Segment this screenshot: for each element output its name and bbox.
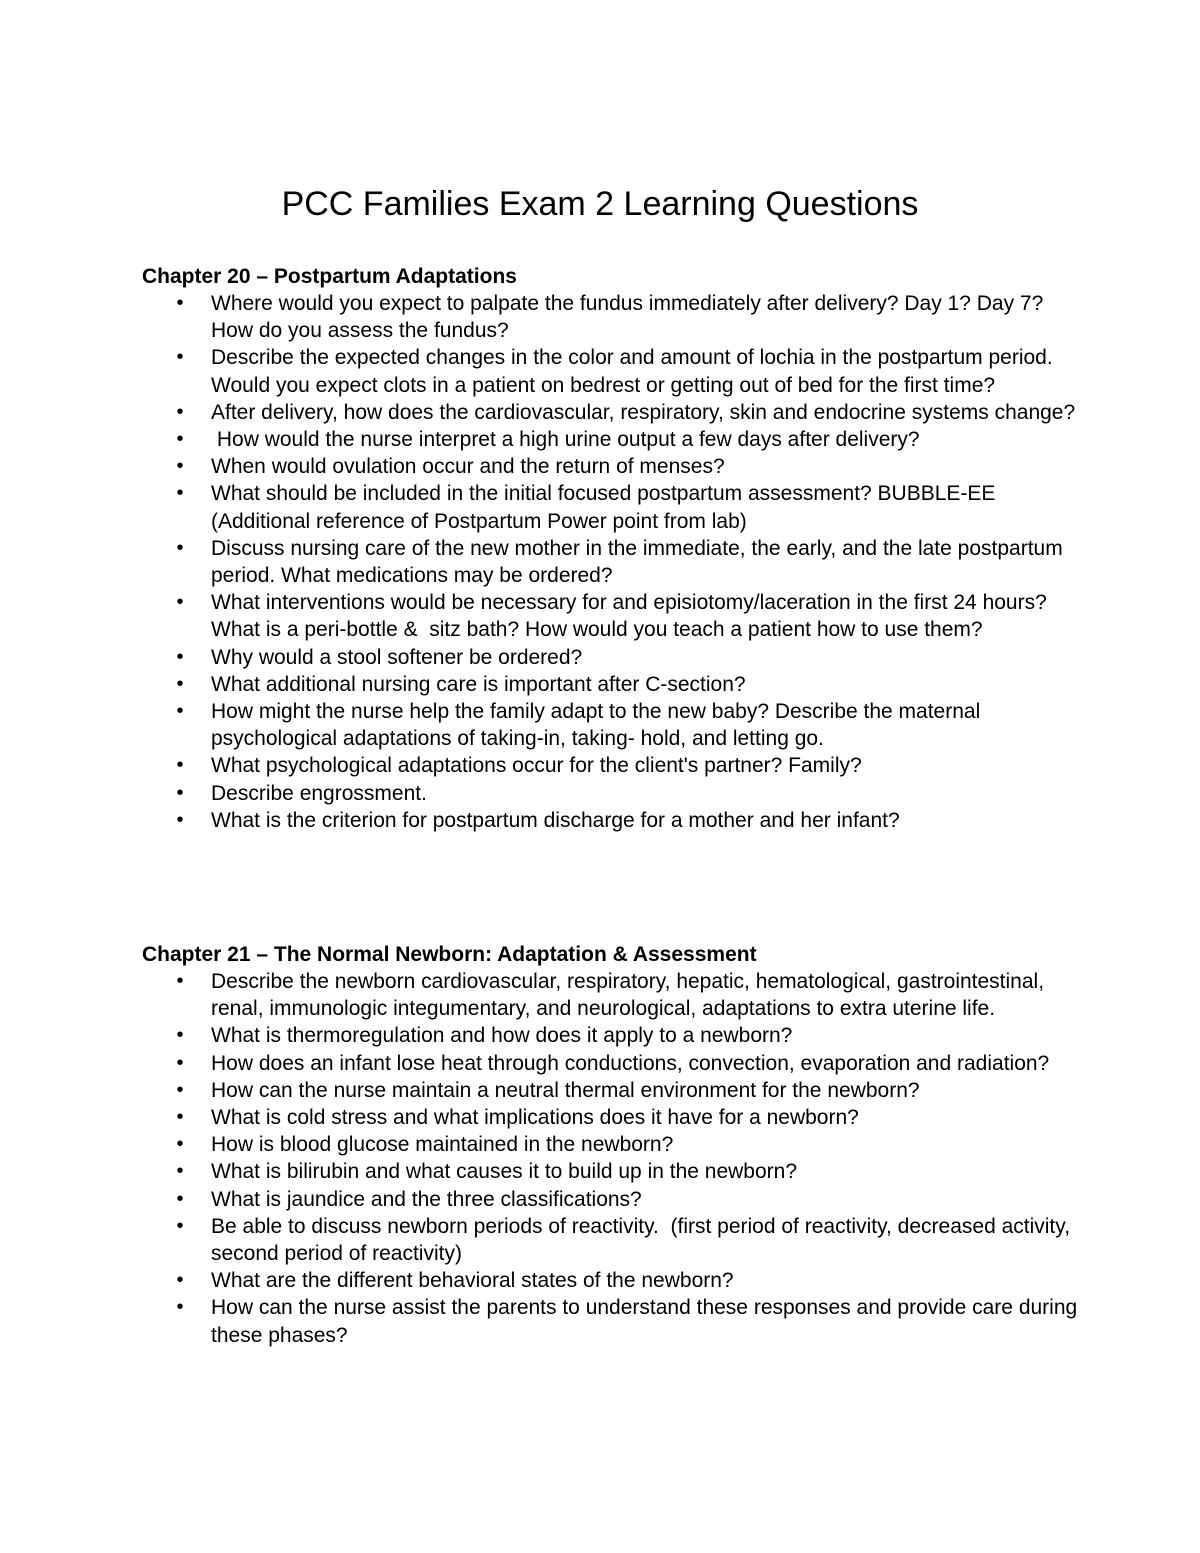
bullet-icon: • xyxy=(176,292,184,314)
bullet-icon: • xyxy=(176,1296,184,1319)
bullet-icon: • xyxy=(176,1214,184,1237)
bullet-icon: • xyxy=(176,1051,184,1074)
bullet-icon: • xyxy=(176,700,184,723)
bullet-icon: • xyxy=(176,455,184,478)
bullet-icon: • xyxy=(176,672,184,695)
question-text: What is jaundice and the three classifications? xyxy=(211,1187,642,1211)
list-item xyxy=(142,1077,1082,1104)
bullet-icon: • xyxy=(176,645,184,668)
question-text: What is thermoregulation and how does it apply to a newborn? xyxy=(211,1024,793,1048)
question-text: Where would you expect to palpate the fundus immediately after delivery? Day 1? Day 7? How do you assess the fundus? xyxy=(211,292,1055,343)
list-item xyxy=(142,1104,1082,1131)
list-item xyxy=(142,1267,1082,1294)
question-text: What are the different behavioral states of the newborn? xyxy=(211,1269,734,1293)
page-title: PCC Families Exam 2 Learning Questions xyxy=(281,185,919,223)
list-item xyxy=(142,1158,1082,1185)
list-item xyxy=(142,1131,1082,1158)
bullet-icon: • xyxy=(176,1160,184,1183)
bullet-icon: • xyxy=(176,1024,184,1047)
list-item xyxy=(142,968,1082,1022)
bullet-icon: • xyxy=(176,1106,184,1129)
question-text: How might the nurse help the family adapt to the new baby? Describe the maternal psychological adaptations of taking-in, taking- hold, and letting go. xyxy=(211,700,987,751)
bullet-icon: • xyxy=(176,970,184,992)
list-item xyxy=(142,290,1082,344)
question-text: What is the criterion for postpartum discharge for a mother and her infant? xyxy=(211,808,900,832)
list-item xyxy=(142,644,1082,671)
section-heading: Chapter 21 – The Normal Newborn: Adaptation & Assessment xyxy=(142,943,757,966)
question-text: How can the nurse assist the parents to understand these responses and provide care during these phases? xyxy=(211,1296,1084,1347)
bullet-icon: • xyxy=(176,781,184,804)
list-item xyxy=(142,1294,1082,1348)
question-text: Describe engrossment. xyxy=(211,781,427,805)
list-item xyxy=(142,399,1082,426)
bullet-icon: • xyxy=(176,400,184,423)
question-text: How does an infant lose heat through conductions, convection, evaporation and radiation? xyxy=(211,1051,1050,1075)
list-item xyxy=(142,535,1082,589)
list-item xyxy=(142,698,1082,752)
question-text: What additional nursing care is important after C-section? xyxy=(211,672,746,696)
list-item xyxy=(142,671,1082,698)
list-item xyxy=(142,426,1082,453)
list-item xyxy=(142,480,1082,534)
question-text: Be able to discuss newborn periods of reactivity. (first period of reactivity, decreased activity, second period of reactivity) xyxy=(211,1214,1076,1266)
question-text: What is cold stress and what implications does it have for a newborn? xyxy=(211,1106,859,1130)
list-item xyxy=(142,752,1082,779)
list-item xyxy=(142,1050,1082,1077)
question-text: What should be included in the initial focused postpartum assessment? BUBBLE-EE (Additional reference of Postpartum Power point from lab) xyxy=(211,482,1008,533)
question-text: How is blood glucose maintained in the newborn? xyxy=(211,1133,674,1157)
bullet-icon: • xyxy=(176,591,184,614)
question-text: How can the nurse maintain a neutral thermal environment for the newborn? xyxy=(211,1078,920,1102)
bullet-icon: • xyxy=(176,754,184,777)
list-item xyxy=(142,807,1082,834)
question-text: After delivery, how does the cardiovascular, respiratory, skin and endocrine systems change? xyxy=(211,400,1076,424)
list-item xyxy=(142,1186,1082,1213)
bullet-icon: • xyxy=(176,808,184,831)
question-text: What is bilirubin and what causes it to build up in the newborn? xyxy=(211,1160,798,1184)
list-item xyxy=(142,344,1082,398)
bullet-icon: • xyxy=(176,1187,184,1210)
section-heading: Chapter 20 – Postpartum Adaptations xyxy=(142,265,517,288)
section-chapter-20 xyxy=(142,263,1082,834)
question-list xyxy=(142,968,1082,1349)
bullet-icon: • xyxy=(176,1269,184,1292)
question-text: When would ovulation occur and the return of menses? xyxy=(211,455,725,479)
bullet-icon: • xyxy=(176,428,184,451)
list-item xyxy=(142,1022,1082,1049)
list-item xyxy=(142,780,1082,807)
list-item xyxy=(142,589,1082,643)
question-text: What interventions would be necessary for and episiotomy/laceration in the first 24 hours? What is a peri-bottle & sitz bath? How would you teach a patient how to use them? xyxy=(211,591,1059,642)
bullet-icon: • xyxy=(176,1133,184,1156)
question-text: How would the nurse interpret a high urine output a few days after delivery? xyxy=(211,428,920,452)
bullet-icon: • xyxy=(176,482,184,505)
bullet-icon: • xyxy=(176,536,184,559)
question-list xyxy=(142,290,1082,834)
list-item xyxy=(142,1213,1082,1267)
question-text: Why would a stool softener be ordered? xyxy=(211,645,583,669)
bullet-icon: • xyxy=(176,1078,184,1101)
question-text: Describe the expected changes in the color and amount of lochia in the postpartum period. Would you expect clots in a patient on bedrest or getting out of bed for the first time? xyxy=(211,346,1059,397)
question-text: What psychological adaptations occur for the client's partner? Family? xyxy=(211,754,862,778)
bullet-icon: • xyxy=(176,346,184,369)
question-text: Describe the newborn cardiovascular, respiratory, hepatic, hematological, gastrointestinal, renal, immunologic integumentary, and neurological, adaptations to extra uterine life. xyxy=(211,970,1050,1021)
list-item xyxy=(142,453,1082,480)
question-text: Discuss nursing care of the new mother in the immediate, the early, and the late postpartum period. What medications may be ordered? xyxy=(211,536,1069,588)
section-chapter-21 xyxy=(142,941,1082,1349)
